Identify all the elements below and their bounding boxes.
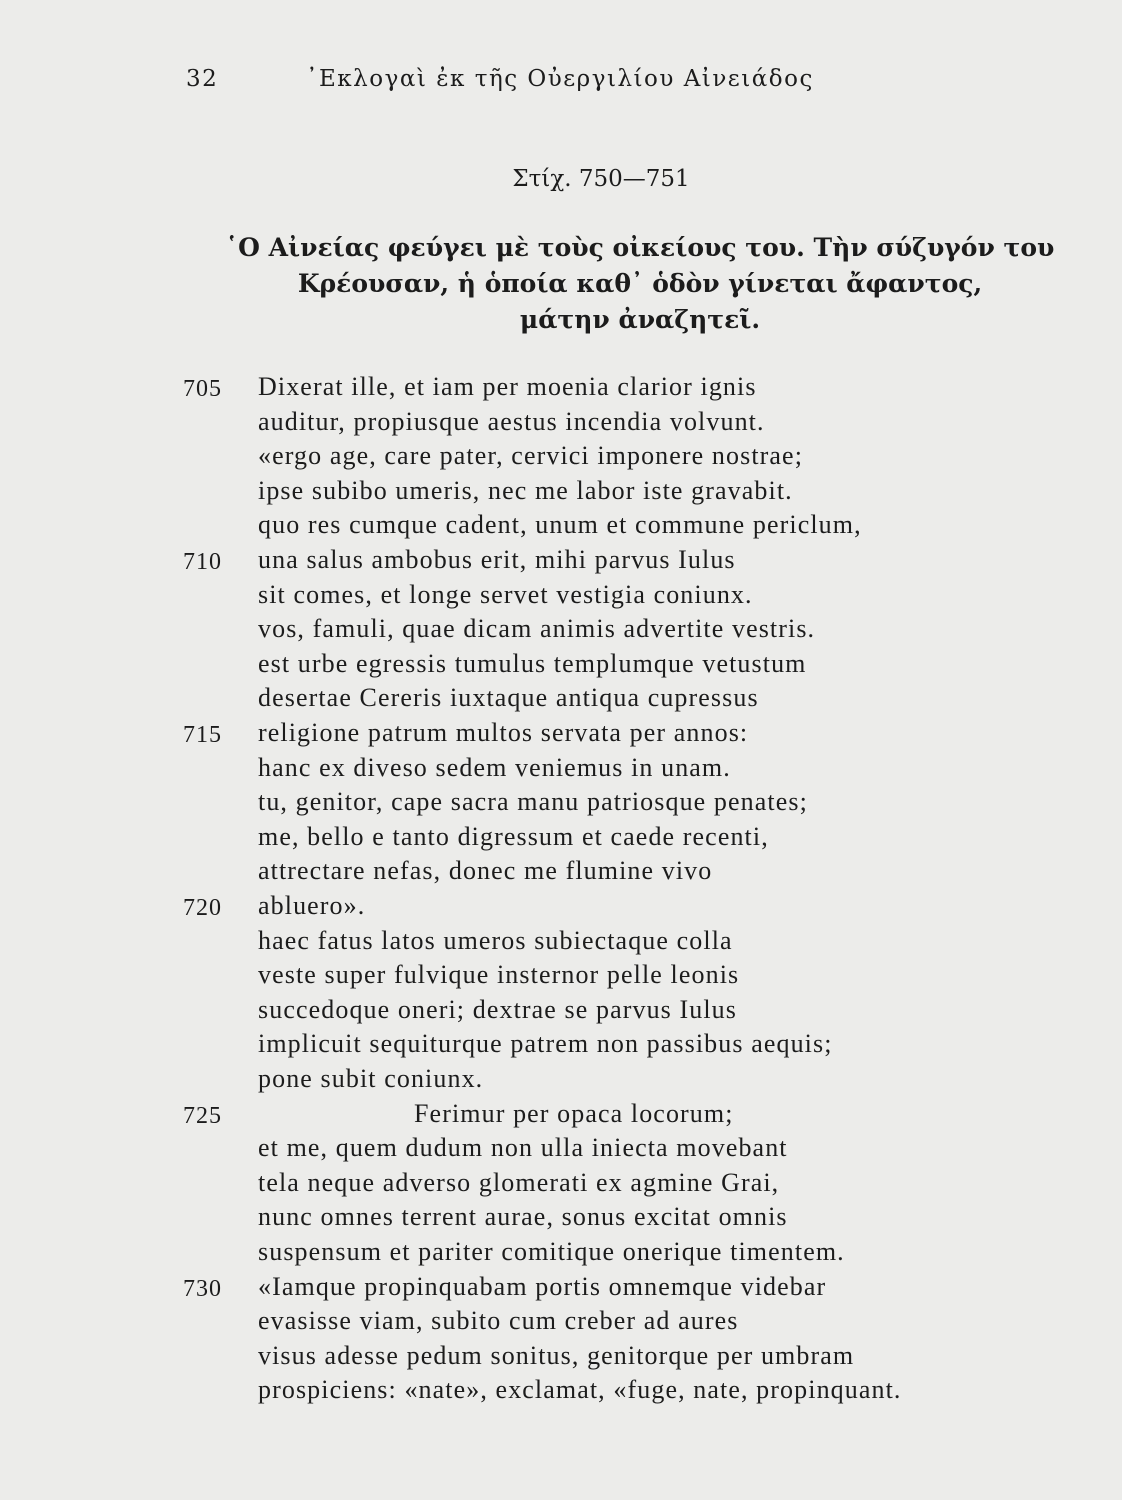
verse-line: quo res cumque cadent, unum et commune periclum, — [258, 510, 862, 540]
verse-line: «ergo age, care pater, cervici imponere nostrae; — [258, 441, 804, 471]
verse-line: «Iamque propinquabam portis omnemque videbar — [258, 1271, 827, 1301]
verse-line: religione patrum multos servata per annos: — [258, 718, 749, 747]
running-title: ᾿Εκλογαὶ ἐκ τῆς Οὐεργιλίου Αἰνειάδος — [306, 66, 814, 92]
verse-line: hanc ex diveso sedem veniemus in unam. — [258, 752, 731, 782]
verse-line: tu, genitor, cape sacra manu patriosque penates; — [258, 787, 808, 817]
line-number: 730 — [183, 1275, 222, 1302]
line-number: 710 — [183, 549, 222, 575]
verse-line: pone subit coniunx. — [258, 1064, 484, 1093]
verse-line: Ferimur per opaca locorum; — [414, 1098, 734, 1128]
verse-line: evasisse viam, subito cum creber ad aures — [258, 1306, 739, 1336]
verse-line: Dixerat ille, et iam per moenia clarior ignis — [258, 372, 757, 401]
verse-line: tela neque adverso glomerati ex agmine Grai, — [258, 1167, 780, 1197]
summary-line: ῾Ο Αἰνείας φεύγει μὲ τοὺς οἰκείους του. Τὴν σύζυγόν του — [225, 233, 1055, 262]
line-number: 725 — [183, 1102, 222, 1129]
verse-line: attrectare nefas, donec me flumine vivo — [258, 856, 713, 886]
verse-line: auditur, propiusque aestus incendia volvunt. — [258, 406, 765, 436]
section-summary — [180, 230, 1100, 338]
verse-line: et me, quem dudum non ulla iniecta movebant — [258, 1133, 788, 1163]
verse-line: est urbe egressis tumulus templumque vetustum — [258, 648, 807, 678]
summary-line: Κρέουσαν, ἡ ὁποία καθ᾿ ὁδὸν γίνεται ἄφαντος, — [297, 269, 983, 298]
verse-line: veste super fulvique insternor pelle leonis — [258, 960, 740, 990]
verse-line: me, bello e tanto digressum et caede recenti, — [258, 821, 769, 851]
verse-line: sit comes, et longe servet vestigia coniunx. — [258, 579, 753, 609]
verse-line: implicuit sequiturque patrem non passibus aequis; — [258, 1029, 833, 1059]
verse-line: ipse subibo umeris, nec me labor iste gravabit. — [258, 475, 793, 505]
verse-line: abluero». — [258, 891, 366, 920]
summary-line: μάτην ἀναζητεῖ. — [519, 305, 761, 334]
verse-line: visus adesse pedum sonitus, genitorque per umbram — [258, 1340, 855, 1370]
page-number: 32 — [186, 66, 219, 92]
verse-line: haec fatus latos umeros subiectaque colla — [258, 925, 733, 955]
line-number: 715 — [183, 722, 222, 748]
verse-range-heading: Στίχ. 750—751 — [512, 166, 690, 192]
verse-line: vos, famuli, quae dicam animis advertite vestris. — [258, 614, 816, 644]
verse-line: desertae Cereris iuxtaque antiqua cupressus — [258, 683, 759, 713]
line-number: 720 — [183, 895, 222, 921]
line-number: 705 — [183, 376, 222, 402]
verse-line: succedoque oneri; dextrae se parvus Iulus — [258, 994, 737, 1024]
verse-line: nunc omnes terrent aurae, sonus excitat omnis — [258, 1202, 788, 1232]
verse-line: prospiciens: «nate», exclamat, «fuge, nate, propinquant. — [258, 1375, 902, 1405]
verse-line: suspensum et pariter comitique onerique timentem. — [258, 1237, 845, 1266]
verse-line: una salus ambobus erit, mihi parvus Iulus — [258, 545, 736, 574]
